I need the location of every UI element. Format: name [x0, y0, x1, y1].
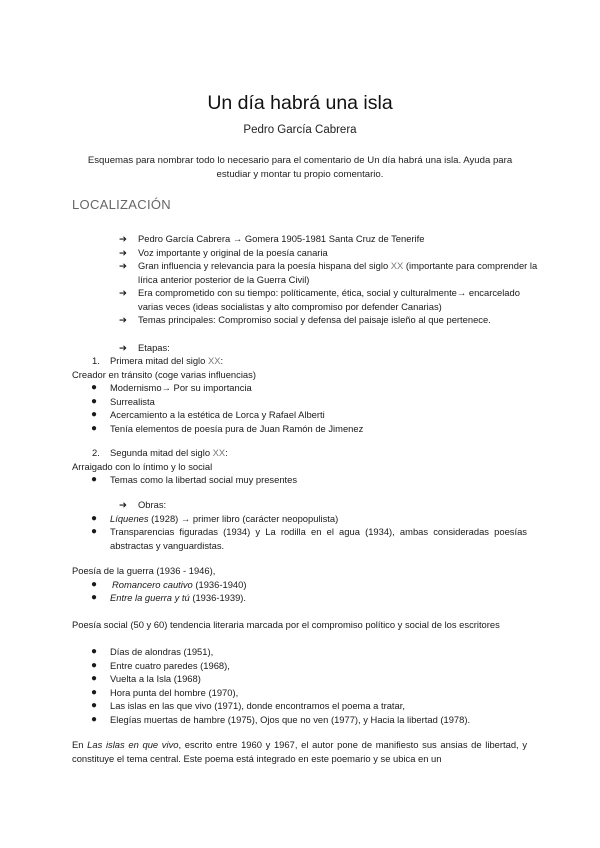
century-label: XX: [212, 447, 226, 458]
loc-item: Temas principales: Compromiso social y defensa del paisaje isleño al que pertenece.: [138, 314, 491, 325]
list-number: 2.: [92, 447, 100, 458]
obra-item: [110, 512, 338, 526]
loc-item: Voz importante y original de la poesía canaria: [138, 246, 328, 258]
arrow-icon: ➔: [119, 342, 127, 353]
closing-paragraph: [72, 738, 527, 765]
bullet-icon: ●: [91, 578, 98, 590]
section-heading-localizacion: LOCALIZACIÓN: [72, 197, 171, 212]
guerra-item: [110, 591, 246, 605]
stage2-note: Arraigado con lo íntimo y lo social: [72, 460, 213, 472]
bullet-icon: ●: [91, 700, 98, 711]
bullet-icon: ●: [91, 673, 98, 684]
obra-detail: (1936-1940): [192, 578, 247, 590]
social-item: Vuelta a la Isla (1968): [110, 673, 201, 684]
stage1-item: Surrealista: [110, 395, 155, 407]
social-item: Elegías muertas de hambre (1975), Ojos que no ven (1977), y Hacia la libertad (1978).: [110, 713, 471, 725]
loc-item: Era comprometido con su tiempo: políticamente, ética, social y culturalmente→ encarcelado varias veces (ideas socialistas y alto compromiso por defender Canarias): [138, 287, 520, 312]
arrow-icon: ➔: [119, 233, 127, 244]
bullet-icon: ●: [91, 592, 98, 603]
century-label: XX: [207, 355, 221, 366]
guerra-item: [112, 578, 246, 592]
document-title: Un día habrá una isla: [207, 92, 393, 114]
bullet-icon: ●: [91, 646, 98, 657]
loc-item-text: (importante para comprender la lírica anterior posterior de la Guerra Civil): [138, 260, 538, 285]
stage1-heading: [110, 354, 223, 368]
loc-item-text: Gran influencia y relevancia para la poesía hispana del siglo: [138, 260, 391, 271]
closing-text: En: [72, 739, 88, 750]
intro-paragraph: Esquemas para nombrar todo lo necesario para el comentario de Un día habrá una isla. Ayuda para estudiar y montar tu propio comentario.: [87, 155, 513, 180]
bullet-icon: ●: [91, 395, 98, 407]
arrow-icon: ➔: [119, 499, 127, 510]
bullet-icon: ●: [91, 512, 98, 524]
list-number: 1.: [92, 355, 100, 366]
social-item: Entre cuatro paredes (1968),: [110, 659, 230, 671]
guerra-heading: Poesía de la guerra (1936 - 1946),: [72, 565, 216, 576]
stage2-item: Temas como la libertad social muy presentes: [110, 474, 298, 485]
stage2-heading-colon: :: [225, 447, 228, 458]
bullet-icon: ●: [91, 474, 98, 485]
obra-title: Romancero cautivo: [112, 578, 193, 590]
stage1-heading-text: Primera mitad del siglo: [110, 355, 208, 366]
obra-title: Las islas en que vivo: [87, 739, 179, 750]
stage2-heading-text: Segunda mitad del siglo: [110, 447, 213, 458]
arrow-icon: ➔: [119, 260, 127, 271]
century-label: XX: [390, 260, 404, 271]
obra-title: Entre la guerra y tú: [110, 592, 190, 603]
arrow-icon: ➔: [119, 314, 127, 325]
social-heading: Poesía social (50 y 60) tendencia literaria marcada por el compromiso político y social de los escritores: [72, 619, 500, 630]
stage2-heading: [110, 446, 228, 460]
social-item: Las islas en las que vivo (1971), donde encontramos el poema a tratar,: [110, 700, 405, 711]
stage1-item: Acercamiento a la estética de Lorca y Rafael Alberti: [110, 409, 325, 420]
bullet-icon: ●: [91, 409, 98, 420]
obra-title: Líquenes: [110, 512, 149, 524]
social-item: Días de alondras (1951),: [110, 646, 214, 657]
arrow-icon: ➔: [119, 246, 127, 258]
obra-item: Transparencias figuradas (1934) y La rodilla en el agua (1934), ambas consideradas poesías abstractas y vanguardistas.: [110, 526, 527, 551]
stage1-item: Tenía elementos de poesía pura de Juan Ramón de Jimenez: [110, 422, 364, 434]
loc-item: [138, 259, 538, 286]
stage1-item: Modernismo→ Por su importancia: [110, 382, 252, 393]
loc-item: Pedro García Cabrera → Gomera 1905-1981 Santa Cruz de Tenerife: [138, 233, 425, 244]
document-author: Pedro García Cabrera: [243, 124, 357, 136]
bullet-icon: ●: [91, 422, 98, 434]
arrow-icon: ➔: [119, 287, 127, 298]
stage1-heading-colon: :: [220, 355, 224, 366]
bullet-icon: ●: [91, 382, 98, 393]
etapas-label: Etapas:: [138, 342, 170, 353]
bullet-icon: ●: [91, 659, 98, 671]
bullet-icon: ●: [91, 526, 98, 537]
obra-detail: (1928) → primer libro (carácter neopopulista): [148, 512, 339, 524]
bullet-icon: ●: [91, 686, 98, 698]
closing-text: , escrito entre 1960 y 1967, el autor pone de manifiesto sus ansias de libertad, y constituye el tema central. Este poema está integrado en este poemario y se ubica en un: [72, 739, 528, 764]
bullet-icon: ●: [91, 713, 98, 725]
obras-label: Obras:: [138, 499, 167, 510]
obra-detail: (1936-1939).: [189, 592, 247, 603]
social-item: Hora punta del hombre (1970),: [110, 686, 239, 698]
stage1-note: Creador en tránsito (coge varias influencias): [72, 368, 256, 380]
